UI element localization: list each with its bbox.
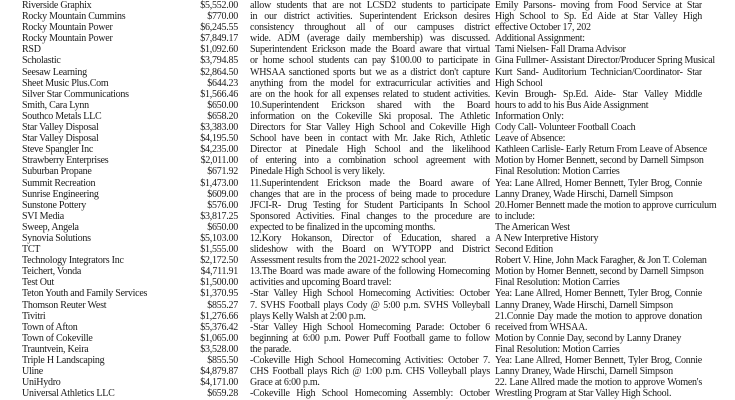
text-line: beginning at 6:00 p.m. Power Puff Football game to follow xyxy=(250,332,490,344)
vendor-amount: $4,711.91 xyxy=(200,266,238,278)
vendor-amount: $4,195.50 xyxy=(200,133,238,145)
text-line: Final Resolution: Motion Carries xyxy=(495,277,620,289)
vendor-row xyxy=(22,44,238,55)
vendor-row xyxy=(22,211,238,222)
text-line: Assessment results from the 2021-2022 school year. xyxy=(250,255,447,267)
text-line: allow students that are not LCSD2 students to participate xyxy=(250,0,490,11)
vendor-amount: $3,528.00 xyxy=(200,343,238,355)
text-line: High School xyxy=(495,77,543,89)
text-line: 11.Superintendent Erickson made the Board aware of xyxy=(250,177,490,189)
vendor-amount: $5,552.00 xyxy=(200,0,238,11)
text-line: plays Kelly Walsh at 2:00 p.m. xyxy=(250,310,366,322)
text-line: Lanny Draney, Wade Hirschi, Darnell Simpson xyxy=(495,366,673,378)
text-line: of entering into a combination school agreement with xyxy=(250,155,490,167)
vendor-amount: $770.00 xyxy=(207,11,238,23)
vendor-amount: $650.00 xyxy=(207,221,238,233)
vendor-name: Silver Star Communications xyxy=(22,88,129,100)
vendor-row xyxy=(22,311,238,322)
text-line: expected to be finalized in the upcoming months. xyxy=(250,221,436,233)
text-line: -Cokeville High School Homecoming Assembly: October xyxy=(250,388,490,400)
text-line: Information Only: xyxy=(495,110,564,122)
vendor-name: Steve Spangler Inc xyxy=(22,144,94,156)
vendor-amount: $2,011.00 xyxy=(200,155,238,167)
vendor-row xyxy=(22,366,238,377)
text-line: Yea: Lane Allred, Homer Bennett, Tyler Brog, Connie xyxy=(495,355,702,366)
vendor-name: Synovia Solutions xyxy=(22,232,91,244)
vendor-amount: $4,171.00 xyxy=(200,377,238,389)
vendor-row xyxy=(22,189,238,200)
text-line: Lanny Draney, Wade Hirschi, Darnell Simpson xyxy=(495,188,673,200)
vendor-amount: $855.50 xyxy=(207,355,238,366)
text-line: The American West xyxy=(495,221,570,233)
text-line: Director at Pinedale High School and the likelihood xyxy=(250,144,490,156)
vendor-amount: $1,065.00 xyxy=(200,332,238,344)
vendor-row xyxy=(22,0,238,11)
vendor-row xyxy=(22,255,238,266)
vendor-amount: $576.00 xyxy=(207,199,238,211)
text-line: wide. ADM (average daily membership) was discussed. xyxy=(250,33,490,45)
vendor-amount: $609.00 xyxy=(207,188,238,200)
vendor-name: Smith, Cara Lynn xyxy=(22,99,89,111)
vendor-name: Teichert, Vonda xyxy=(22,266,82,278)
text-line: changes that are in the process of being made to procedure xyxy=(250,188,490,200)
vendor-amount: $3,794.85 xyxy=(200,55,238,67)
text-line: Lanny Draney, Wade Hirschi, Darnell Simpson xyxy=(495,299,673,311)
vendor-name: Sunrise Engineering xyxy=(22,188,99,200)
vendor-name: Teton Youth and Family Services xyxy=(22,288,148,300)
vendor-name: UniHydro xyxy=(22,377,61,389)
vendor-name: TCT xyxy=(22,244,41,256)
vendor-row xyxy=(22,144,238,155)
vendor-row xyxy=(22,344,238,355)
vendor-row xyxy=(22,11,238,22)
vendor-amount: $6,245.55 xyxy=(200,22,238,34)
text-line: 20.Homer Bennett made the motion to approve curriculum xyxy=(495,199,717,211)
text-line: Yea: Lane Allred, Homer Bennett, Tyler Brog, Connie xyxy=(495,288,702,300)
vendor-row xyxy=(22,266,238,277)
text-line: -Cokeville High School Homecoming Activities: October 7. xyxy=(250,355,490,366)
text-line: Sponsored Activities. Final changes to the procedure are xyxy=(250,210,490,222)
vendor-name: Rocky Mountain Cummins xyxy=(22,11,126,23)
text-line: 13.The Board was made aware of the following Homecoming xyxy=(250,266,490,278)
text-line: Final Resolution: Motion Carries xyxy=(495,166,620,178)
text-line: -Star Valley High School Homecoming Activities: October xyxy=(250,288,490,300)
vendor-row xyxy=(22,222,238,233)
vendor-amount: $1,370.95 xyxy=(200,288,238,300)
vendor-row xyxy=(22,155,238,166)
vendor-row xyxy=(22,355,238,366)
vendor-row xyxy=(22,277,238,288)
vendor-name: Star Valley Disposal xyxy=(22,122,99,134)
vendor-name: Triple H Landscaping xyxy=(22,355,105,366)
text-line: Yea: Lane Allred, Homer Bennett, Tyler Brog, Connie xyxy=(495,177,702,189)
vendor-name: Summit Recreation xyxy=(22,177,96,189)
vendor-name: Seesaw Learning xyxy=(22,66,87,78)
vendor-row xyxy=(22,89,238,100)
text-line: effective October 17, 202 xyxy=(495,22,591,34)
vendor-amount: $1,500.00 xyxy=(200,277,238,289)
text-line: 22. Lane Allred made the motion to approve Women's xyxy=(495,377,702,389)
text-line: Kathleen Carlisle- Early Return From Leave of Absence xyxy=(495,144,707,156)
vendor-name: Strawberry Enterprises xyxy=(22,155,109,167)
text-line: anything from the model for extracurricular activities and xyxy=(250,77,490,89)
vendor-row xyxy=(22,300,238,311)
text-line: School have been in contact with Mr. Jake Rich, Athletic xyxy=(250,133,490,145)
text-line: Kevin Brough- Sp.Ed. Aide- Star Valley Middle xyxy=(495,88,702,100)
text-line: High School to Sp. Ed Aide at Star Valley High xyxy=(495,11,702,23)
vendor-amount: $2,864.50 xyxy=(200,66,238,78)
vendor-name: Rocky Mountain Power xyxy=(22,22,113,34)
vendor-amount: $4,235.00 xyxy=(200,144,238,156)
minutes-column-middle xyxy=(250,0,490,399)
vendor-row xyxy=(22,122,238,133)
text-line: Motion by Connie Day, second by Lanny Draney xyxy=(495,332,682,344)
vendor-payments-column xyxy=(22,0,238,399)
vendor-row xyxy=(22,388,238,399)
vendor-name: RSD xyxy=(22,44,41,56)
vendor-name: Trauntvein, Keira xyxy=(22,343,89,355)
text-line: Motion by Homer Bennett, second by Darnell Simpson xyxy=(495,266,704,278)
vendor-amount: $1,276.66 xyxy=(200,310,238,322)
text-line: Kurt Sand- Auditorium Technician/Coordinator- Star xyxy=(495,66,702,78)
vendor-row xyxy=(22,322,238,333)
vendor-name: Thomson Reuter West xyxy=(22,299,107,311)
vendor-row xyxy=(22,200,238,211)
vendor-amount: $7,849.17 xyxy=(200,33,238,45)
text-line: Motion by Homer Bennett, second by Darnell Simpson xyxy=(495,155,704,167)
vendor-name: Uline xyxy=(22,366,43,378)
text-line: received from WHSAA. xyxy=(495,321,588,333)
vendor-row xyxy=(22,244,238,255)
text-line: -Star Valley High School Homecoming Parade: October 6 xyxy=(250,321,490,333)
text-line: Robert V. Hine, John Mack Faragher, & Jon T. Coleman xyxy=(495,255,707,267)
vendor-row xyxy=(22,178,238,189)
vendor-name: Universal Athletics LLC xyxy=(22,388,115,400)
vendor-amount: $3,817.25 xyxy=(200,210,238,222)
vendor-row xyxy=(22,78,238,89)
vendor-amount: $644.23 xyxy=(207,77,238,89)
vendor-amount: $1,555.00 xyxy=(200,244,238,256)
text-line: WHSAA sanctioned sports but we as a district don't capture xyxy=(250,66,490,78)
vendor-row xyxy=(22,111,238,122)
minutes-column-right xyxy=(495,0,717,400)
text-line: information on the Cokeville Ski proposal. The Athletic xyxy=(250,110,490,122)
vendor-amount: $659.28 xyxy=(207,388,238,400)
vendor-name: Suburban Propane xyxy=(22,166,92,178)
text-line: Tami Nielsen- Fall Drama Advisor xyxy=(495,44,626,56)
vendor-name: Sheet Music Plus.Com xyxy=(22,77,109,89)
text-line: activities and upcoming Board travel: xyxy=(250,277,392,289)
vendor-name: Star Valley Disposal xyxy=(22,133,99,145)
vendor-name: Test Out xyxy=(22,277,55,289)
vendor-name: Riverside Graphix xyxy=(22,0,92,11)
vendor-row xyxy=(22,67,238,78)
vendor-amount: $1,092.60 xyxy=(200,44,238,56)
vendor-row xyxy=(22,55,238,66)
vendor-name: Sunstone Pottery xyxy=(22,199,87,211)
vendor-row xyxy=(22,166,238,177)
text-line: Pinedale High School is very likely. xyxy=(250,166,385,178)
text-line: 21.Connie Day made the motion to approve donation xyxy=(495,310,702,322)
text-line: in our district activities. Superintendent Erickson desires xyxy=(250,11,490,23)
text-line: Additional Assignment: xyxy=(495,33,585,45)
text-line: A New Interpretive History xyxy=(495,232,599,244)
vendor-amount: $1,566.46 xyxy=(200,88,238,100)
text-line: Gina Fullmer- Assistant Director/Producer Spring Musical xyxy=(495,55,715,67)
vendor-row xyxy=(22,333,238,344)
text-line: the parade. xyxy=(250,343,292,355)
vendor-row xyxy=(22,33,238,44)
vendor-amount: $3,383.00 xyxy=(200,122,238,134)
vendor-name: Town of Afton xyxy=(22,321,78,333)
vendor-amount: $2,172.50 xyxy=(200,255,238,267)
vendor-amount: $650.00 xyxy=(207,99,238,111)
text-line: to include: xyxy=(495,210,535,222)
vendor-row xyxy=(22,288,238,299)
vendor-amount: $1,473.00 xyxy=(200,177,238,189)
text-line: Superintendent Erickson made the Board aware that virtual xyxy=(250,44,490,56)
vendor-name: Tivitri xyxy=(22,310,46,322)
vendor-amount: $855.27 xyxy=(207,299,238,311)
vendor-amount: $4,879.87 xyxy=(200,366,238,378)
text-line: Leave of Absence: xyxy=(495,133,566,145)
vendor-name: Scholastic xyxy=(22,55,61,67)
vendor-row xyxy=(22,100,238,111)
text-line: are on the hook for all expenses related to student activities. xyxy=(250,88,490,100)
vendor-name: Sweep, Angela xyxy=(22,221,79,233)
text-line: 10.Superintendent Erickson shared with the Board xyxy=(250,99,490,111)
text-line: Directors for Star Valley High School and Cokeville High xyxy=(250,122,490,134)
text-line: Grace at 6:00 p.m. xyxy=(250,377,320,389)
text-line: consistency throughout all of our campuses district xyxy=(250,22,490,34)
text-line: hours to add to his Bus Aide Assignment xyxy=(495,99,649,111)
vendor-name: Town of Cokeville xyxy=(22,332,93,344)
text-line: 12.Kory Hokanson, Director of Education, shared a xyxy=(250,232,490,244)
text-line: JFCI-R- Drug Testing for Student Participants In School xyxy=(250,199,490,211)
text-line: CHS Football plays Rich @ 1:00 p.m. CHS Volleyball plays xyxy=(250,366,490,378)
text-line: Cody Call- Volunteer Football Coach xyxy=(495,122,636,134)
vendor-row xyxy=(22,377,238,388)
vendor-name: Southco Metals LLC xyxy=(22,110,102,122)
vendor-name: SVI Media xyxy=(22,210,64,222)
vendor-row xyxy=(22,233,238,244)
vendor-row xyxy=(22,133,238,144)
text-line: Emily Parsons- moving from Food Service at Star xyxy=(495,0,702,11)
vendor-amount: $671.92 xyxy=(207,166,238,178)
text-line: Wrestling Program at Star Valley High School. xyxy=(495,388,672,400)
text-line: or home school students can pay $100.00 to participate in xyxy=(250,55,490,67)
text-line: 7. SVHS Football plays Cody @ 5:00 p.m. SVHS Volleyball xyxy=(250,299,490,311)
vendor-amount: $658.20 xyxy=(207,110,238,122)
text-line: Final Resolution: Motion Carries xyxy=(495,343,620,355)
vendor-row xyxy=(22,22,238,33)
vendor-name: Technology Integrators Inc xyxy=(22,255,124,267)
vendor-amount: $5,376.42 xyxy=(200,321,238,333)
vendor-amount: $5,103.00 xyxy=(200,232,238,244)
text-line: Second Edition xyxy=(495,244,553,256)
text-line: slideshow with the Board on WYTOPP and District xyxy=(250,244,490,256)
vendor-name: Rocky Mountain Power xyxy=(22,33,113,45)
